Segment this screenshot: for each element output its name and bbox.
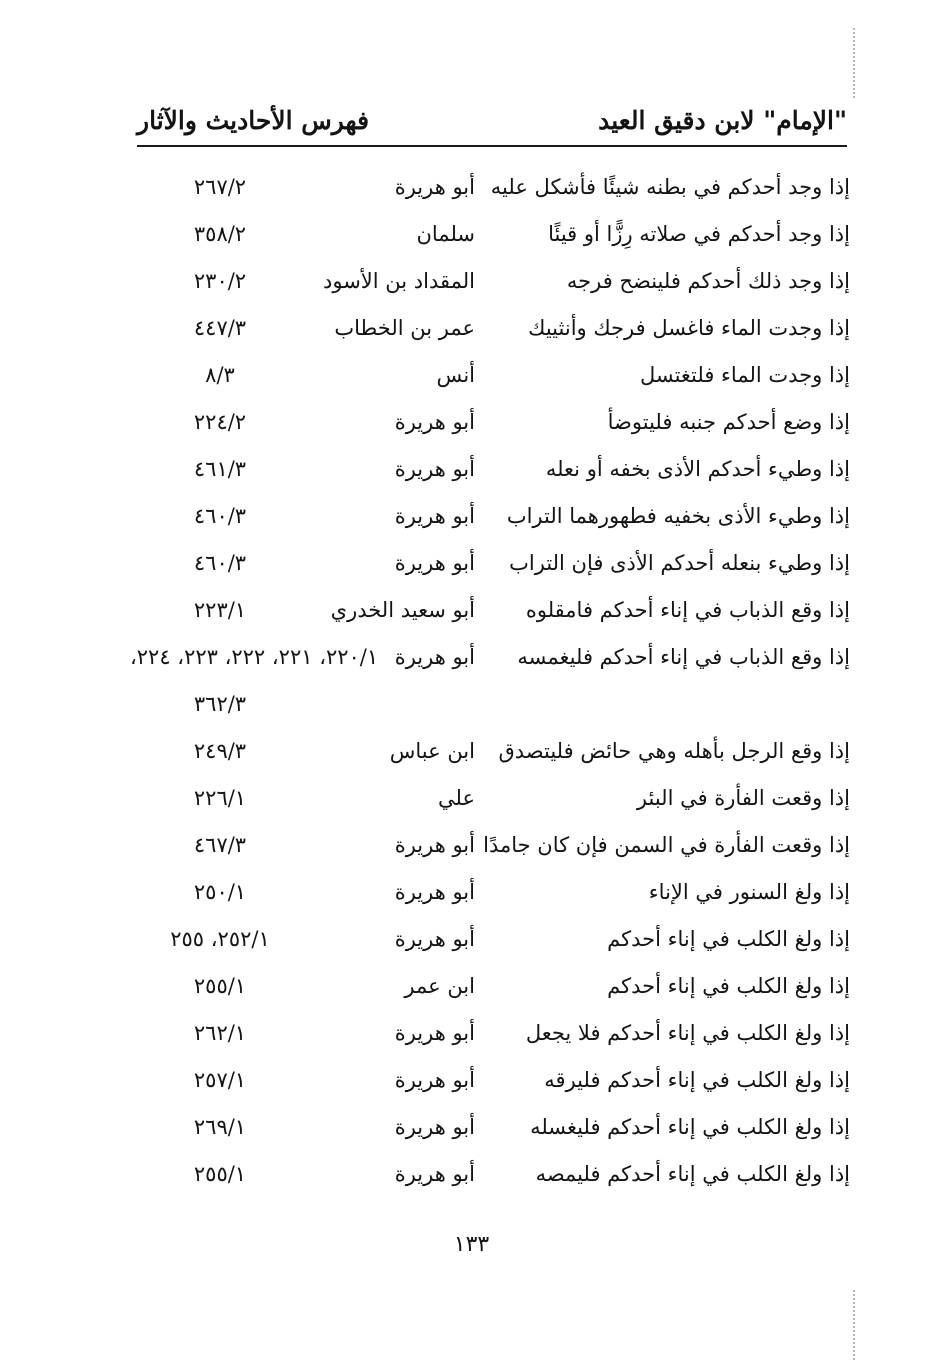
volume-page-ref: ٢٥٥/١	[193, 1162, 247, 1186]
narrator-name: أبو هريرة	[394, 1115, 475, 1139]
index-entry	[130, 587, 850, 634]
volume-page-ref: ٢٢٦/١	[193, 786, 247, 810]
narrator-name: علي	[438, 786, 475, 810]
index-entry	[130, 1151, 850, 1198]
hadith-text: إذا وقع الذباب في إناء أحدكم فليغمسه	[517, 645, 850, 669]
hadith-text: إذا ولغ الكلب في إناء أحدكم فلا يجعل	[525, 1021, 850, 1045]
scan-edge-dots	[853, 28, 855, 98]
index-entry	[130, 1057, 850, 1104]
index-entry	[130, 634, 850, 728]
section-title: فهرس الأحاديث والآثار	[137, 106, 370, 135]
hadith-text: إذا ولغ الكلب في إناء أحدكم	[607, 927, 850, 951]
volume-page-ref: ٢٥٠/١	[193, 880, 247, 904]
narrator-name: أبو هريرة	[394, 645, 475, 669]
hadith-text: إذا وطيء بنعله أحدكم الأذى فإن التراب	[509, 551, 850, 575]
index-entry	[130, 399, 850, 446]
volume-page-ref: ٢٥٢/١، ٢٥٥	[170, 927, 270, 951]
hadith-text: إذا ولغ الكلب في إناء أحدكم فليرقه	[544, 1068, 850, 1092]
narrator-name: عمر بن الخطاب	[334, 316, 475, 340]
hadith-text: إذا وجد ذلك أحدكم فلينضح فرجه	[566, 269, 850, 293]
book-title: "الإمام" لابن دقيق العيد	[598, 106, 847, 135]
hadith-text: إذا وجدت الماء فاغسل فرجك وأنثييك	[528, 316, 850, 340]
hadith-text: إذا وقعت الفأرة في السمن فإن كان جامدًا	[483, 833, 850, 857]
narrator-name: أنس	[436, 363, 475, 387]
hadith-text: إذا وطيء أحدكم الأذى بخفه أو نعله	[545, 457, 850, 481]
scan-edge-dots	[853, 1290, 855, 1360]
volume-page-ref: ٢٢٠/١، ٢٢١، ٢٢٢، ٢٢٣، ٢٢٤،	[130, 645, 379, 669]
hadith-text: إذا وقعت الفأرة في البئر	[636, 786, 850, 810]
index-entry	[130, 211, 850, 258]
volume-page-ref: ٢٢٤/٢	[193, 410, 247, 434]
page-number: ١٣٣	[453, 1232, 490, 1257]
index-entry	[130, 1104, 850, 1151]
narrator-name: أبو هريرة	[394, 927, 475, 951]
narrator-name: أبو سعيد الخدري	[330, 598, 475, 622]
index-entry	[130, 352, 850, 399]
narrator-name: أبو هريرة	[394, 1162, 475, 1186]
narrator-name: أبو هريرة	[394, 175, 475, 199]
index-entry	[130, 305, 850, 352]
hadith-text: إذا ولغ الكلب في إناء أحدكم	[607, 974, 850, 998]
header-rule	[137, 145, 847, 147]
hadith-text: إذا وجدت الماء فلتغتسل	[639, 363, 850, 387]
volume-page-ref: ٤٦٠/٣	[193, 504, 247, 528]
volume-page-ref: ٣٥٨/٢	[193, 222, 247, 246]
hadith-text: إذا ولغ الكلب في إناء أحدكم فليمصه	[535, 1162, 850, 1186]
hadith-text: إذا وقع الذباب في إناء أحدكم فامقلوه	[525, 598, 850, 622]
narrator-name: المقداد بن الأسود	[323, 269, 475, 293]
narrator-name: سلمان	[416, 222, 475, 246]
volume-page-ref: ٤٦٧/٣	[193, 833, 247, 857]
hadith-index-list	[130, 164, 850, 1198]
narrator-name: أبو هريرة	[394, 1021, 475, 1045]
narrator-name: أبو هريرة	[394, 551, 475, 575]
narrator-name: أبو هريرة	[394, 457, 475, 481]
hadith-text: إذا ولغ السنور في الإناء	[648, 880, 850, 904]
hadith-text: إذا وطيء الأذى بخفيه فطهورهما التراب	[506, 504, 850, 528]
index-entry	[130, 963, 850, 1010]
hadith-text: إذا وقع الرجل بأهله وهي حائض فليتصدق	[498, 739, 850, 763]
index-entry	[130, 164, 850, 211]
hadith-text: إذا وضع أحدكم جنبه فليتوضأ	[607, 410, 850, 434]
hadith-text: إذا وجد أحدكم في بطنه شيئًا فأشكل عليه	[490, 175, 850, 199]
index-entry	[130, 728, 850, 775]
narrator-name: ابن عباس	[389, 739, 475, 763]
narrator-name: أبو هريرة	[394, 410, 475, 434]
index-entry	[130, 916, 850, 963]
volume-page-ref-continued: ٣٦٢/٣	[193, 692, 247, 716]
volume-page-ref: ٨/٣	[205, 363, 235, 387]
index-entry	[130, 775, 850, 822]
volume-page-ref: ٢٢٣/١	[193, 598, 247, 622]
hadith-text: إذا وجد أحدكم في صلاته رِزًّا أو قيئًا	[548, 222, 850, 246]
narrator-name: أبو هريرة	[394, 504, 475, 528]
index-entry	[130, 822, 850, 869]
volume-page-ref: ٢٤٩/٣	[193, 739, 247, 763]
narrator-name: أبو هريرة	[394, 833, 475, 857]
volume-page-ref: ٢٥٥/١	[193, 974, 247, 998]
volume-page-ref: ٤٤٧/٣	[193, 316, 247, 340]
index-entry	[130, 540, 850, 587]
narrator-name: أبو هريرة	[394, 880, 475, 904]
index-entry	[130, 446, 850, 493]
index-entry	[130, 869, 850, 916]
page-header	[137, 100, 847, 146]
index-entry	[130, 258, 850, 305]
volume-page-ref: ٢٣٠/٢	[193, 269, 247, 293]
volume-page-ref: ٢٦٩/١	[193, 1115, 247, 1139]
narrator-name: ابن عمر	[404, 974, 475, 998]
volume-page-ref: ٤٦٠/٣	[193, 551, 247, 575]
index-entry	[130, 493, 850, 540]
volume-page-ref: ٢٦٢/١	[193, 1021, 247, 1045]
hadith-text: إذا ولغ الكلب في إناء أحدكم فليغسله	[530, 1115, 850, 1139]
volume-page-ref: ٤٦١/٣	[193, 457, 247, 481]
narrator-name: أبو هريرة	[394, 1068, 475, 1092]
volume-page-ref: ٢٥٧/١	[193, 1068, 247, 1092]
volume-page-ref: ٢٦٧/٢	[193, 175, 247, 199]
index-entry	[130, 1010, 850, 1057]
